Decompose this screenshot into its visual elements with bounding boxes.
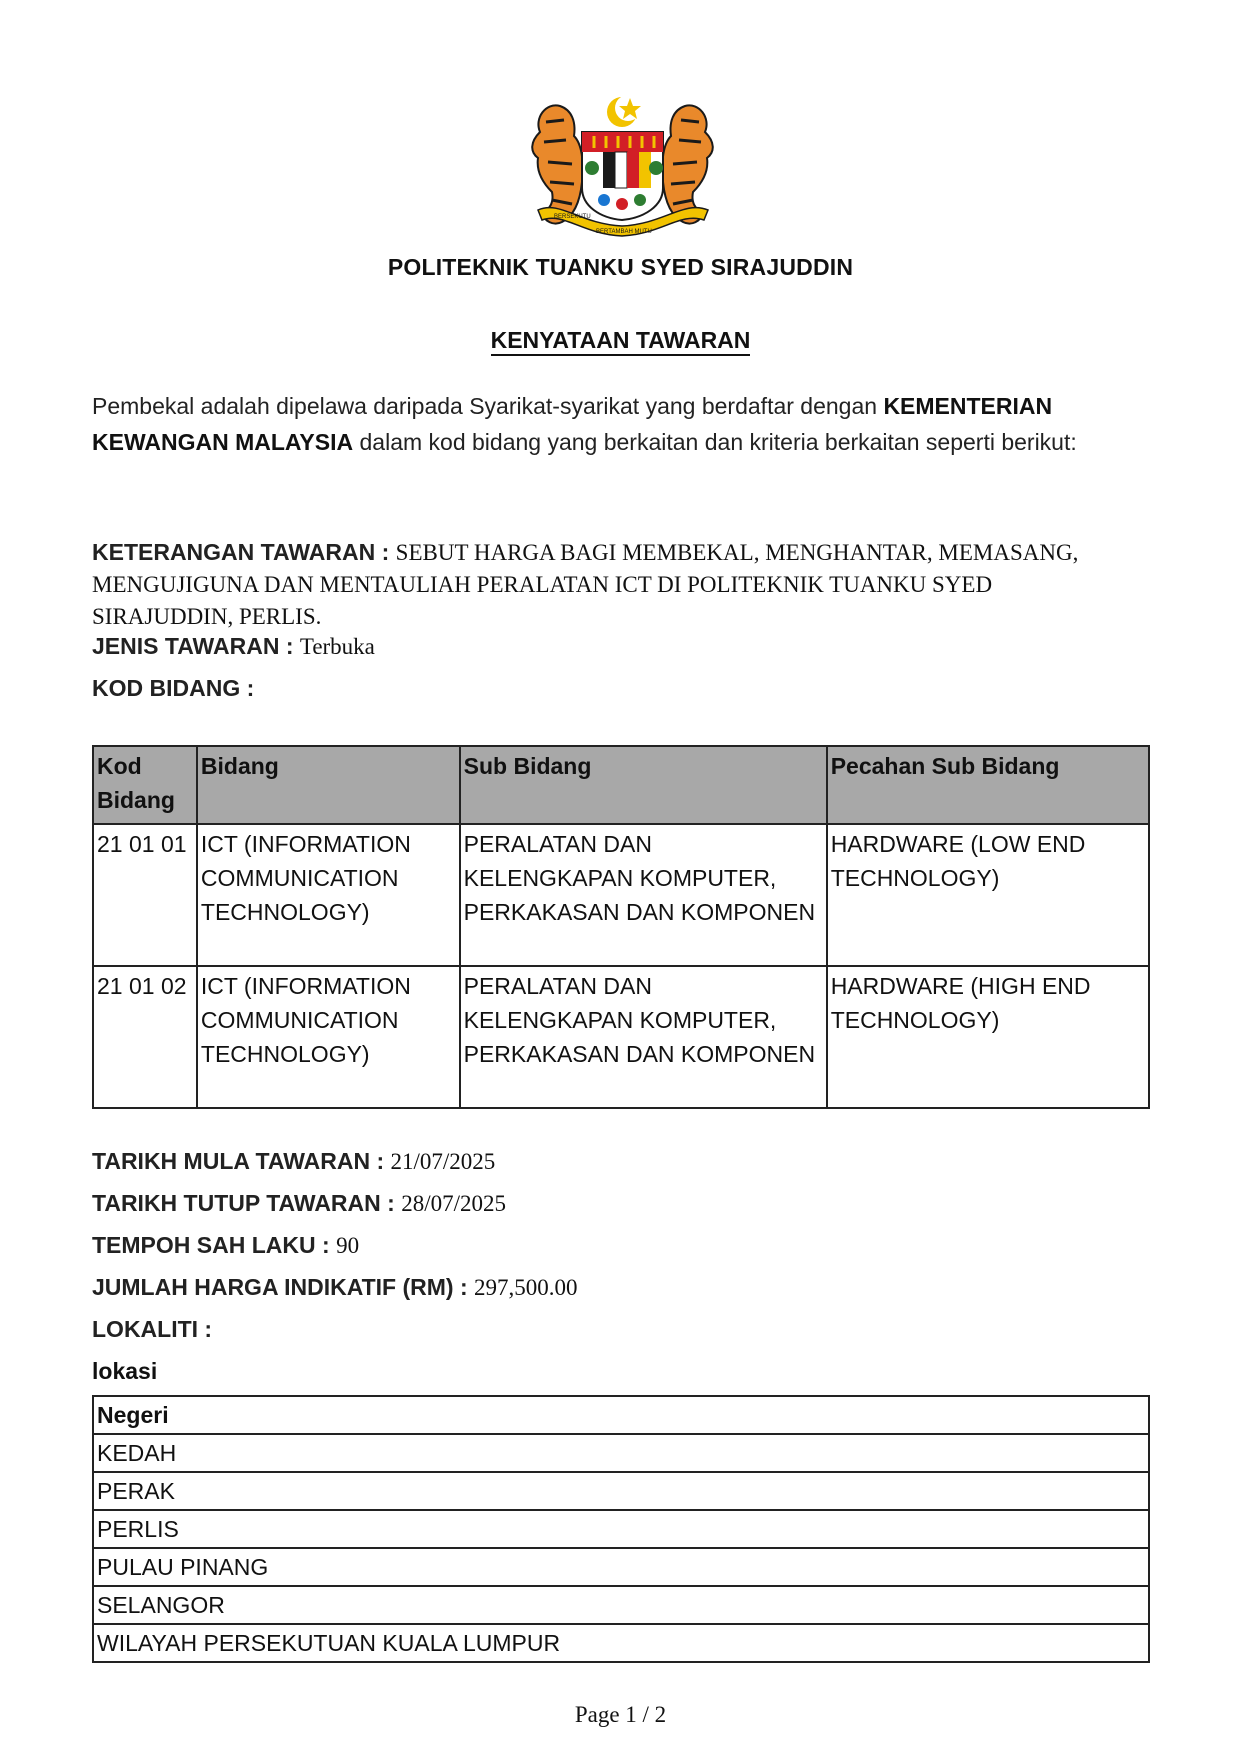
close-date-label: TARIKH TUTUP TAWARAN : (92, 1190, 402, 1216)
cell-pecahan: HARDWARE (HIGH END TECHNOLOGY) (827, 966, 1149, 1108)
intro-bold-ministry: KEMENTERIAN KEWANGAN MALAYSIA (92, 393, 1053, 455)
intro-paragraph (92, 388, 1152, 460)
start-date-value: 21/07/2025 (390, 1149, 496, 1174)
header-sub-bidang: Sub Bidang (460, 746, 827, 824)
validity-label: TEMPOH SAH LAKU : (92, 1232, 337, 1258)
table-row (93, 1434, 1149, 1472)
close-date (92, 1190, 506, 1217)
kod-bidang-label: KOD BIDANG : (92, 675, 255, 701)
table-header-row (93, 746, 1149, 824)
locality (92, 1316, 212, 1343)
intro-text-1: Pembekal adalah dipelawa daripada Syarikat-syarikat yang berdaftar dengan (92, 393, 884, 419)
offer-description-label: KETERANGAN TAWARAN : (92, 539, 396, 565)
table-row (93, 966, 1149, 1108)
svg-text:BERTAMBAH MUTU: BERTAMBAH MUTU (596, 229, 652, 235)
table-row (93, 1510, 1149, 1548)
kod-bidang-heading (92, 675, 254, 702)
locality-label: LOKALITI : (92, 1316, 213, 1342)
cell-pecahan: HARDWARE (LOW END TECHNOLOGY) (827, 824, 1149, 966)
cell-negeri: WILAYAH PERSEKUTUAN KUALA LUMPUR (93, 1624, 1149, 1662)
kod-bidang-table (92, 745, 1150, 1109)
lokasi-table (92, 1395, 1150, 1663)
cell-negeri: PERLIS (93, 1510, 1149, 1548)
indicative-price-label: JUMLAH HARGA INDIKATIF (RM) : (92, 1274, 475, 1300)
offer-type-value: Terbuka (299, 634, 375, 659)
header-negeri: Negeri (93, 1396, 1149, 1434)
lokasi-heading (92, 1358, 157, 1385)
cell-bidang: ICT (INFORMATION COMMUNICATION TECHNOLOGY) (197, 966, 460, 1108)
cell-negeri: SELANGOR (93, 1586, 1149, 1624)
document-title-text: KENYATAAN TAWARAN (491, 327, 751, 356)
validity-value: 90 (336, 1233, 360, 1258)
close-date-value: 28/07/2025 (401, 1191, 506, 1216)
intro-text-2: dalam kod bidang yang berkaitan dan kriteria berkaitan seperti berikut: (353, 429, 1077, 455)
table-row (93, 1624, 1149, 1662)
cell-kod: 21 01 02 (93, 966, 197, 1108)
table-row (93, 1548, 1149, 1586)
cell-negeri: KEDAH (93, 1434, 1149, 1472)
header-kod-bidang: Kod Bidang (93, 746, 197, 824)
header-bidang: Bidang (197, 746, 460, 824)
table-header-row (93, 1396, 1149, 1434)
cell-negeri: PERAK (93, 1472, 1149, 1510)
table-row (93, 824, 1149, 966)
cell-sub-bidang: PERALATAN DAN KELENGKAPAN KOMPUTER, PERKAKASAN DAN KOMPONEN (460, 966, 827, 1108)
start-date-label: TARIKH MULA TAWARAN : (92, 1148, 391, 1174)
offer-type (92, 633, 375, 660)
indicative-price-value: 297,500.00 (474, 1275, 578, 1300)
cell-kod: 21 01 01 (93, 824, 197, 966)
cell-bidang: ICT (INFORMATION COMMUNICATION TECHNOLOGY) (197, 824, 460, 966)
institution-name: POLITEKNIK TUANKU SYED SIRAJUDDIN (387, 254, 854, 280)
table-row (93, 1586, 1149, 1624)
svg-text:BERSEKUTU: BERSEKUTU (554, 214, 591, 220)
document-title (0, 327, 1241, 354)
table-row (93, 1472, 1149, 1510)
header-pecahan-sub-bidang: Pecahan Sub Bidang (827, 746, 1149, 824)
offer-description-value: SEBUT HARGA BAGI MEMBEKAL, MENGHANTAR, MEMASANG, MENGUJIGUNA DAN MENTAULIAH PERALATAN ICT DI POLITEKNIK TUANKU SYED SIRAJUDDIN, PERLIS. (92, 540, 1079, 629)
cell-negeri: PULAU PINANG (93, 1548, 1149, 1586)
start-date (92, 1148, 495, 1175)
cell-sub-bidang: PERALATAN DAN KELENGKAPAN KOMPUTER, PERKAKASAN DAN KOMPONEN (460, 824, 827, 966)
coat-of-arms-icon (520, 92, 725, 240)
validity-period (92, 1232, 359, 1259)
offer-type-label: JENIS TAWARAN : (92, 633, 300, 659)
page-number: Page 1 / 2 (574, 1702, 667, 1727)
offer-description (92, 538, 1092, 634)
lokasi-label: lokasi (92, 1358, 158, 1384)
indicative-price (92, 1274, 578, 1301)
